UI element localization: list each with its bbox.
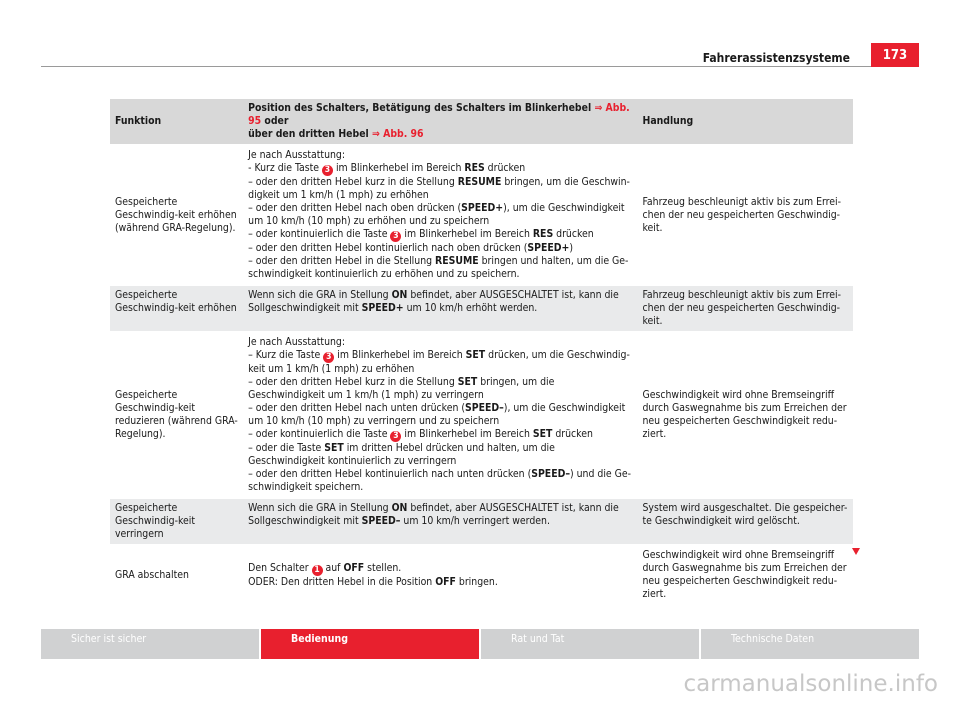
continue-arrow-icon — [852, 548, 860, 555]
figure-ref-link[interactable]: ⇒ Abb. 96 — [372, 128, 424, 140]
table-row — [110, 333, 853, 499]
watermark-text: carmanualsonline.info — [683, 671, 938, 697]
table-row — [110, 286, 853, 333]
page-title: Fahrerassistenzsysteme — [702, 51, 850, 65]
table-row — [110, 546, 853, 606]
cell-position: Je nach Ausstattung: - Kurz die Taste 3 im Blinkerhebel im Bereich RES drücken – oder den dritten Hebel kurz in die Stellung RESUME bringen, um die Geschwin-digkeit um 1 km/h (1 mph) zu erhöhen – oder den dritten Hebel nach oben drücken (SPEED+), um die Geschwindigkeit um 10 km/h (10 mph) zu erhöhen und zu speichern – oder kontinuierlich die Taste 3 im Blinkerhebel im Bereich RES drücken – oder den dritten Hebel kontinuierlich nach oben drücken (SPEED+) – oder den dritten Hebel in die Stellung RESUME bringen und halten, um die Ge-schwindigkeit kontinuierlich zu erhöhen und zu speichern. — [243, 146, 637, 286]
table-header-row — [110, 99, 853, 146]
cell-position: Wenn sich die GRA in Stellung ON befindet, aber AUSGESCHALTET ist, kann die Sollgeschwindigkeit mit SPEED– um 10 km/h verringert werden. — [243, 499, 637, 546]
footer-tab-rat-und-tat[interactable]: Rat und Tat — [481, 629, 699, 659]
cell-function: Gespeicherte Geschwindig-keit verringern — [110, 499, 243, 546]
table-row — [110, 499, 853, 546]
header-function: Funktion — [110, 99, 243, 146]
cell-function: Gespeicherte Geschwindig-keit erhöhen — [110, 286, 243, 333]
cell-action: Geschwindigkeit wird ohne Bremseingriff durch Gaswegnahme bis zum Erreichen der neu gespeicherten Geschwindigkeit redu-ziert. — [638, 333, 854, 499]
cell-action: System wird ausgeschaltet. Die gespeicher-te Geschwindigkeit wird gelöscht. — [638, 499, 854, 546]
header-rule — [41, 66, 919, 67]
cell-action: Fahrzeug beschleunigt aktiv bis zum Errei-chen der neu gespeicherten Geschwindig-keit. — [638, 146, 854, 286]
header-position: Position des Schalters, Betätigung des Schalters im Blinkerhebel ⇒ Abb. 95 oder über den dritten Hebel ⇒ Abb. 96 — [243, 99, 637, 146]
cell-action: Geschwindigkeit wird ohne Bremseingriff durch Gaswegnahme bis zum Erreichen der neu gespeicherten Geschwindigkeit redu-ziert. — [638, 546, 854, 606]
key-number-badge: 3 — [322, 165, 333, 176]
key-number-badge: 1 — [312, 565, 323, 576]
header-action: Handlung — [638, 99, 854, 146]
cell-position: Den Schalter 1 auf OFF stellen. ODER: Den dritten Hebel in die Position OFF bringen. — [243, 546, 637, 606]
cell-position: Je nach Ausstattung: – Kurz die Taste 3 im Blinkerhebel im Bereich SET drücken, um die Geschwindig-keit um 1 km/h (1 mph) zu erhöhen – oder den dritten Hebel kurz in die Stellung SET bringen, um die Geschwindigkeit um 1 km/h (1 mph) zu verringern – oder den dritten Hebel nach unten drücken (SPEED–), um die Geschwindigkeit um 10 km/h (10 mph) zu verringern und zu speichern – oder kontinuierlich die Taste 3 im Blinkerhebel im Bereich SET drücken – oder die Taste SET im dritten Hebel drücken und halten, um die Geschwindigkeit kontinuierlich zu verringern – oder den dritten Hebel kontinuierlich nach unten drücken (SPEED–) und die Ge-schwindigkeit speichern. — [243, 333, 637, 499]
cell-action: Fahrzeug beschleunigt aktiv bis zum Errei-chen der neu gespeicherten Geschwindig-keit. — [638, 286, 854, 333]
figure-ref-link[interactable]: ⇒ Abb. 95 — [248, 102, 630, 127]
footer-tab-sicher[interactable]: Sicher ist sicher — [41, 629, 259, 659]
cell-function: GRA abschalten — [110, 546, 243, 606]
cell-function: Gespeicherte Geschwindig-keit erhöhen (während GRA-Regelung). — [110, 146, 243, 286]
page-number: 173 — [871, 43, 919, 67]
key-number-badge: 3 — [390, 431, 401, 442]
key-number-badge: 3 — [323, 352, 334, 363]
footer-nav — [41, 629, 919, 659]
cell-position: Wenn sich die GRA in Stellung ON befindet, aber AUSGESCHALTET ist, kann die Sollgeschwindigkeit mit SPEED+ um 10 km/h erhöht werden. — [243, 286, 637, 333]
table-row — [110, 146, 853, 286]
footer-tab-technische-daten[interactable]: Technische Daten — [701, 629, 919, 659]
footer-tab-bedienung[interactable]: Bedienung — [261, 629, 479, 659]
function-table — [110, 99, 853, 606]
key-number-badge: 3 — [390, 231, 401, 242]
cell-function: Gespeicherte Geschwindig-keit reduzieren (während GRA-Regelung). — [110, 333, 243, 499]
